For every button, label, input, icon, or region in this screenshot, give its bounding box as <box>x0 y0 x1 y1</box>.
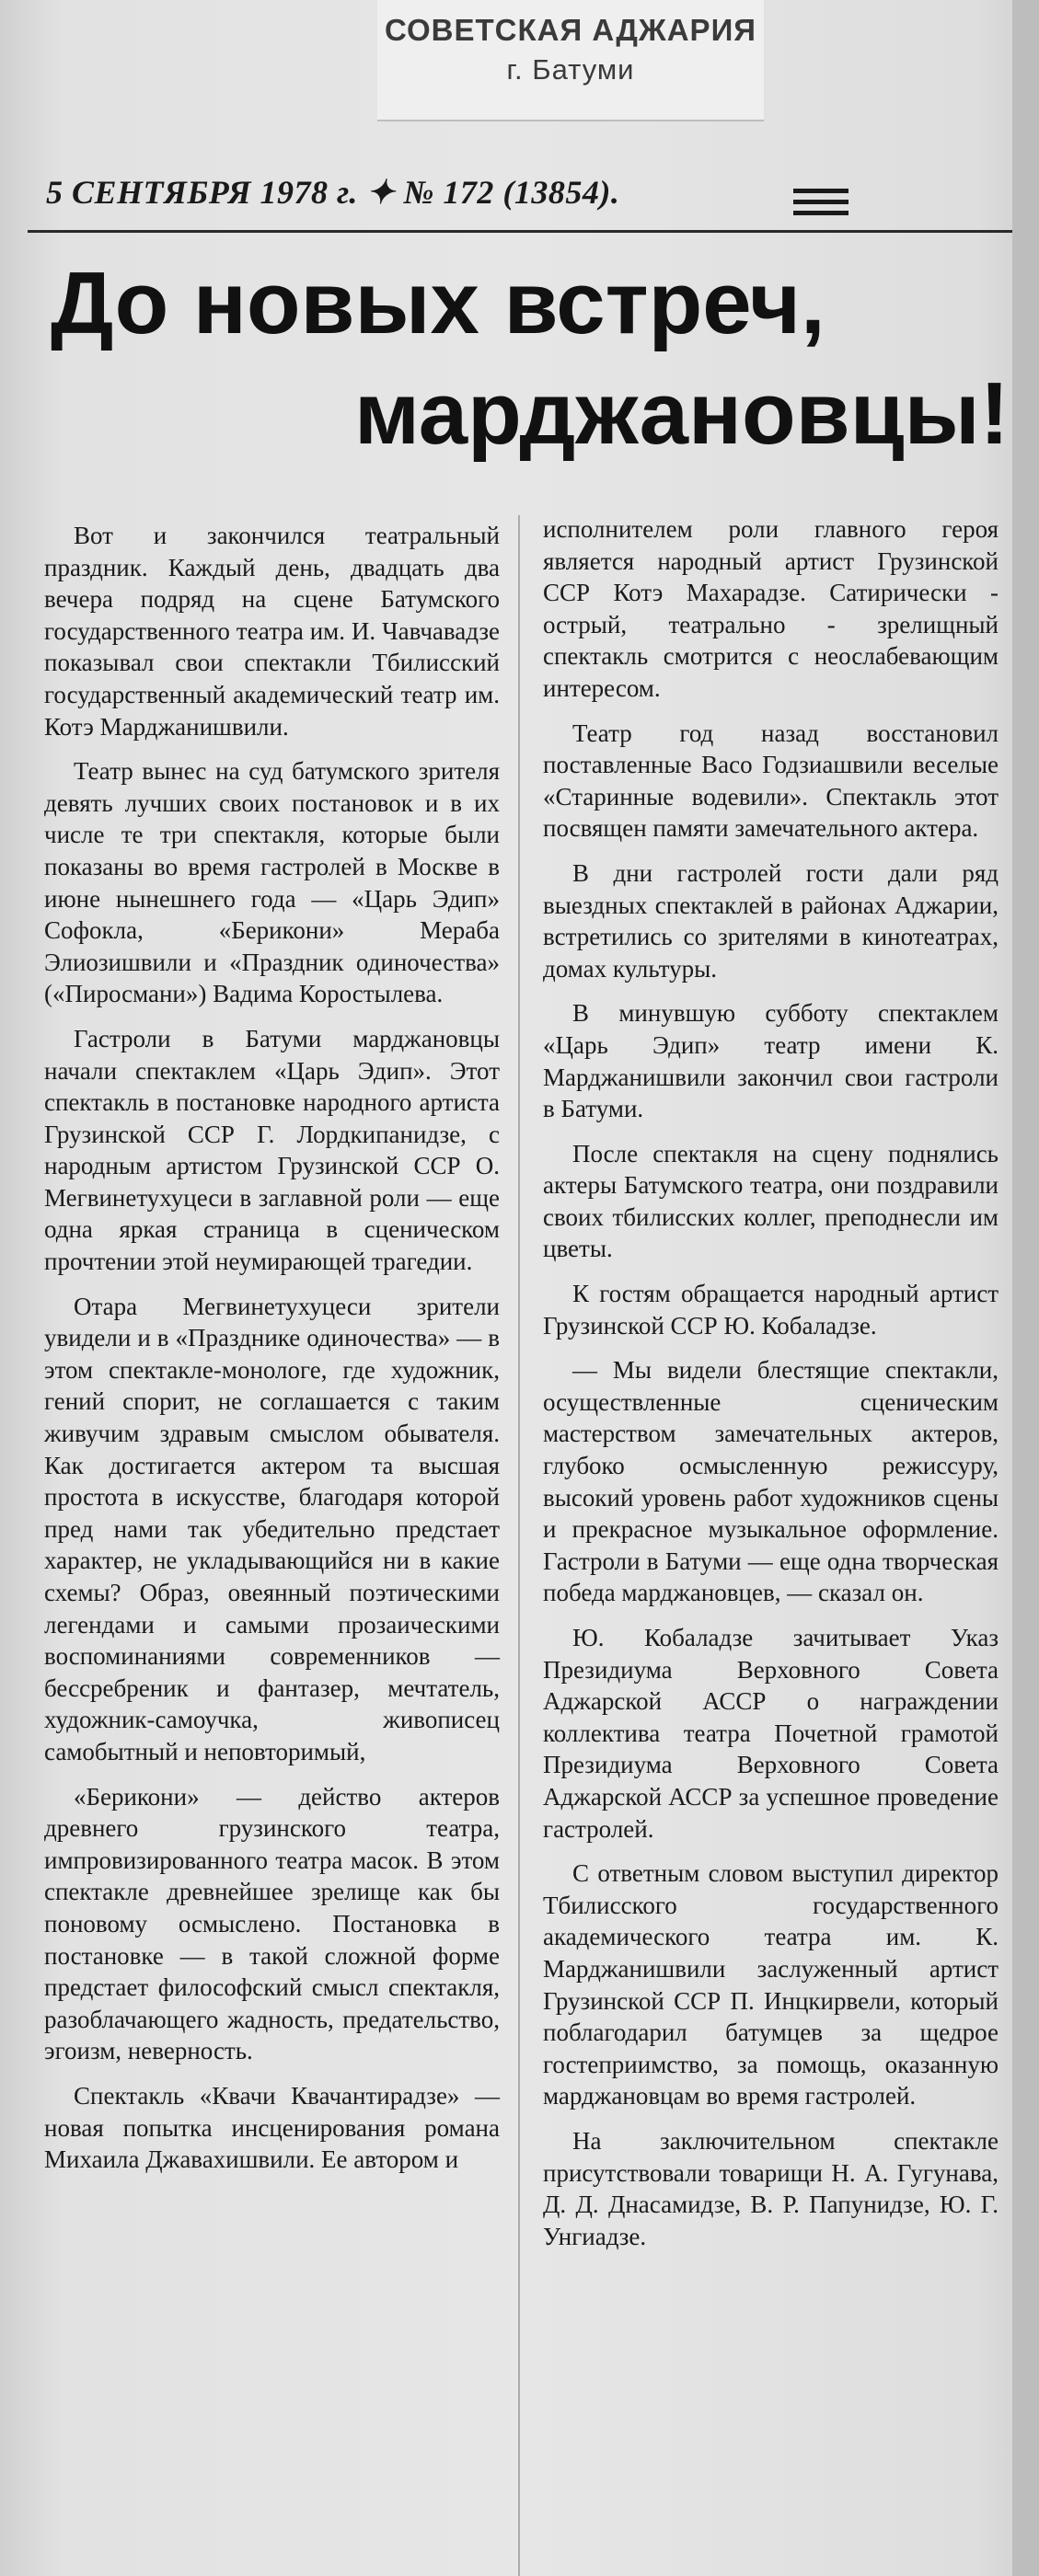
dateline-rule-marks <box>793 189 849 222</box>
paragraph: Вот и закончился театральный праздник. Каждый день, двадцать два вечера подряд на сцене Батумского государственного театра им. И. Чавчавадзе показывал свои спектакли Тбилисский государственный академический театр им. Котэ Марджанишвили. <box>44 522 500 741</box>
paragraph: После спектакля на сцену поднялись актеры Батумского театра, они поздравили своих тбилисских коллег, преподнесли им цветы. <box>543 1139 999 1263</box>
paragraph: исполнителем роли главного героя является народный артист Грузинской ССР Котэ Махарадзе. Сатирически - острый, театрально - зрелищный спектакль смотрится с неослабевающим интересом. <box>543 515 999 702</box>
paragraph: В минувшую субботу спектаклем «Царь Эдип» театр имени К. Марджанишвили закончил свои гастроли в Батуми. <box>543 999 999 1123</box>
stamp-newspaper-name: СОВЕТСКАЯ АДЖАРИЯ <box>384 13 757 47</box>
paragraph: К гостям обращается народный артист Грузинской ССР Ю. Кобаладзе. <box>543 1280 999 1340</box>
article-column-left <box>44 520 500 2189</box>
issue-dateline: 5 СЕНТЯБРЯ 1978 г. ✦ № 172 (13854). <box>46 174 620 211</box>
paragraph: Отара Мегвинетухуцеси зрители увидели и в «Празднике одиночества» — в этом спектакле-монологе, где художник, гений спорит, не соглашается с таким живучим здравым смыслом обывателя. Как достигается актером та высшая простота в искусстве, благодаря которой пред нами так убедительно предстает характер, не укладывающийся ни в какие схемы? Образ, овеянный поэтическими легендами и самыми прозаическими воспоминаниями современников — бессребреник и фантазер, мечтатель, художник-самоучка, живописец самобытный и неповторимый, <box>44 1292 500 1765</box>
paragraph: Театр год назад восстановил поставленные Васо Годзиашвили веселые «Старинные водевили». Спектакль этот посвящен памяти замечательного актера. <box>543 719 999 843</box>
scan-edge <box>1012 0 1039 2576</box>
archive-stamp <box>377 0 764 121</box>
headline-line-1: До новых встреч, <box>51 254 825 352</box>
article-headline <box>41 248 1035 469</box>
column-divider <box>518 515 520 2576</box>
paragraph: С ответным словом выступил директор Тбилисского государственного академического театра им. К. Марджанишвили заслуженный артист Грузинской ССР П. Инцкирвели, который поблагодарил батумцев за щедрое гостеприимство, за помощь, оказанную марджановцам во время гастролей. <box>543 1859 999 2110</box>
paragraph: Театр вынес на суд батумского зрителя девять лучших своих постановок и в их числе те три спектакля, которые были показаны во время гастролей в Москве в июне нынешнего года — «Царь Эдип» Софокла, «Берикони» Мераба Элиозишвили и «Праздник одиночества» («Пиросмани») Вадима Коростылева. <box>44 757 500 1008</box>
paragraph: Ю. Кобаладзе зачитывает Указ Президиума Верховного Совета Аджарской АССР о награждении коллектива театра Почетной грамотой Президиума Верховного Совета Аджарской АССР за успешное проведение гастролей. <box>543 1624 999 1843</box>
paragraph: На заключительном спектакле присутствовали товарищи Н. А. Гугунава, Д. Д. Днасамидзе, В. Р. Папунидзе, Ю. Г. Унгиадзе. <box>543 2126 999 2250</box>
paragraph: Спектакль «Квачи Квачантирадзе» — новая попытка инсценирования романа Михаила Джавахишвили. Ее автором и <box>44 2081 500 2174</box>
headline-line-2: марджановцы! <box>354 364 1010 463</box>
article-column-right <box>543 513 999 2265</box>
paragraph: Гастроли в Батуми марджановцы начали спектаклем «Царь Эдип». Этот спектакль в постановке народного артиста Грузинской ССР Г. Лордкипанидзе, с народным артистом Грузинской ССР О. Мегвинетухуцеси в заглавной роли — еще одна яркая страница в сценическом прочтении этой неумирающей трагедии. <box>44 1024 500 1276</box>
paragraph: «Берикони» — действо актеров древнего грузинского театра, импровизированного театра масок. В этом спектакле древнейшее зрелище как бы поновому осмыслено. Постановка в постановке — в такой сложной форме предстает философский смысл спектакля, разоблачающего жадность, предательство, эгоизм, неверность. <box>44 1782 500 2065</box>
stamp-city: г. Батуми <box>506 53 635 86</box>
paragraph: В дни гастролей гости дали ряд выездных спектаклей в районах Аджарии, встретились со зрителями в кинотеатрах, домах культуры. <box>543 858 999 983</box>
header-rule <box>28 230 1022 233</box>
paragraph: — Мы видели блестящие спектакли, осуществленные сценическим мастерством замечательных актеров, глубоко осмысленную режиссуру, высокий уровень работ художников сцены и прекрасное музыкальное оформление. Гастроли в Батуми — еще одна творческая победа марджановцев, — сказал он. <box>543 1356 999 1607</box>
